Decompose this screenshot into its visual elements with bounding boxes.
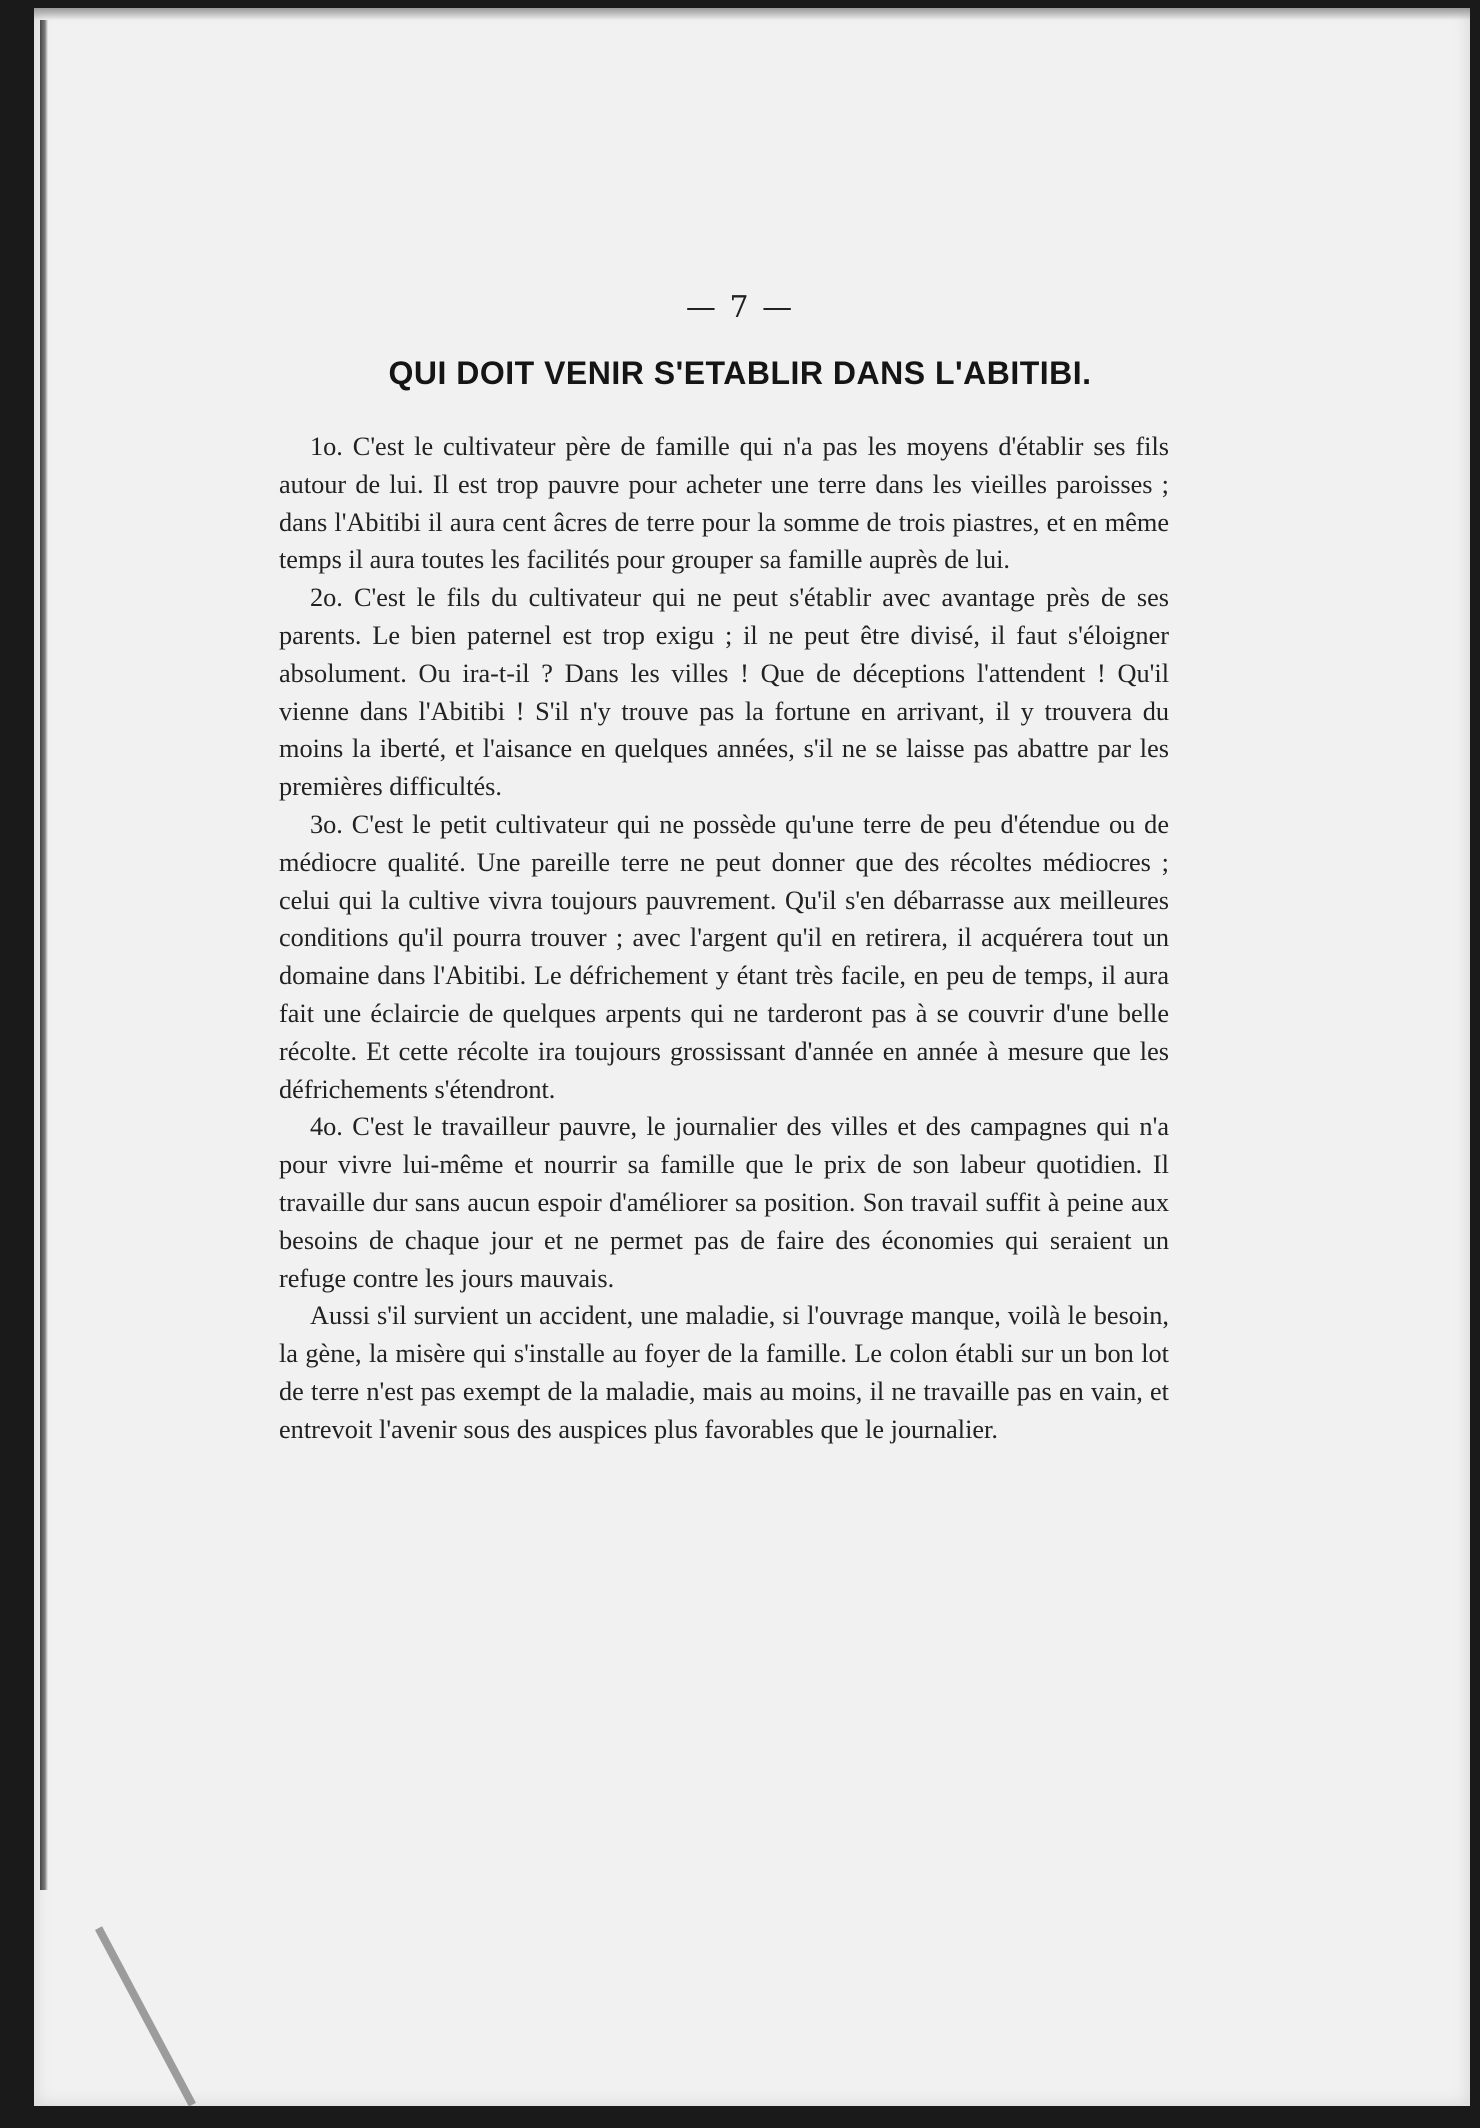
- paragraph-2: 2o. C'est le fils du cultivateur qui ne peut s'établir avec avantage près de ses parents. Le bien paternel est trop exigu ; il ne peut être divisé, il faut s'éloigner absolument. Ou ira-t-il ? Dans les villes ! Que de déceptions l'attendent ! Qu'il vienne dans l'Abitibi ! S'il n'y trouve pas la fortune en arrivant, il y trouvera du moins la iberté, et l'aisance en quelques années, s'il ne se laisse pas abattre par les premières difficultés.: [279, 583, 1169, 802]
- page-number: — 7 —: [685, 290, 795, 325]
- paragraph-3: 3o. C'est le petit cultivateur qui ne possède qu'une terre de peu d'étendue ou de médiocre qualité. Une pareille terre ne peut donner que des récoltes médiocres ; celui qui la cultive vivra toujours pauvrement. Qu'il s'en débarrasse aux meilleures conditions qu'il pourra trouver ; avec l'argent qu'il en retirera, il acquérera tout un domaine dans l'Abitibi. Le défrichement y étant très facile, en peu de temps, il aura fait une éclaircie de quelques arpents qui ne tarderont pas à se couvrir d'une belle récolte. Et cette récolte ira toujours grossissant d'année en année à mesure que les défrichements s'étendront.: [279, 809, 1169, 1104]
- body-text: [279, 428, 1169, 1449]
- page-title: QUI DOIT VENIR S'ETABLIR DANS L'ABITIBI.: [388, 355, 1092, 391]
- page-top-edge: [34, 8, 1470, 20]
- paragraph-4: 4o. C'est le travailleur pauvre, le journalier des villes et des campagnes qui n'a pour vivre lui-même et nourrir sa famille que le prix de son labeur quotidien. Il travaille dur sans aucun espoir d'améliorer sa position. Son travail suffit à peine aux besoins de chaque jour et ne permet pas de faire des économies qui seraient un refuge contre les jours mauvais.: [279, 1112, 1169, 1293]
- paragraph-5: Aussi s'il survient un accident, une maladie, si l'ouvrage manque, voilà le besoin, la gène, la misère qui s'installe au foyer de la famille. Le colon établi sur un bon lot de terre n'est pas exempt de la maladie, mais au moins, il ne travaille pas en vain, et entrevoit l'avenir sous des auspices plus favorables que le journalier.: [279, 1301, 1169, 1444]
- paragraph-1: 1o. C'est le cultivateur père de famille qui n'a pas les moyens d'établir ses fils autour de lui. Il est trop pauvre pour acheter une terre dans les vieilles paroisses ; dans l'Abitibi il aura cent âcres de terre pour la somme de trois piastres, et en même temps il aura toutes les facilités pour grouper sa famille auprès de lui.: [279, 432, 1169, 575]
